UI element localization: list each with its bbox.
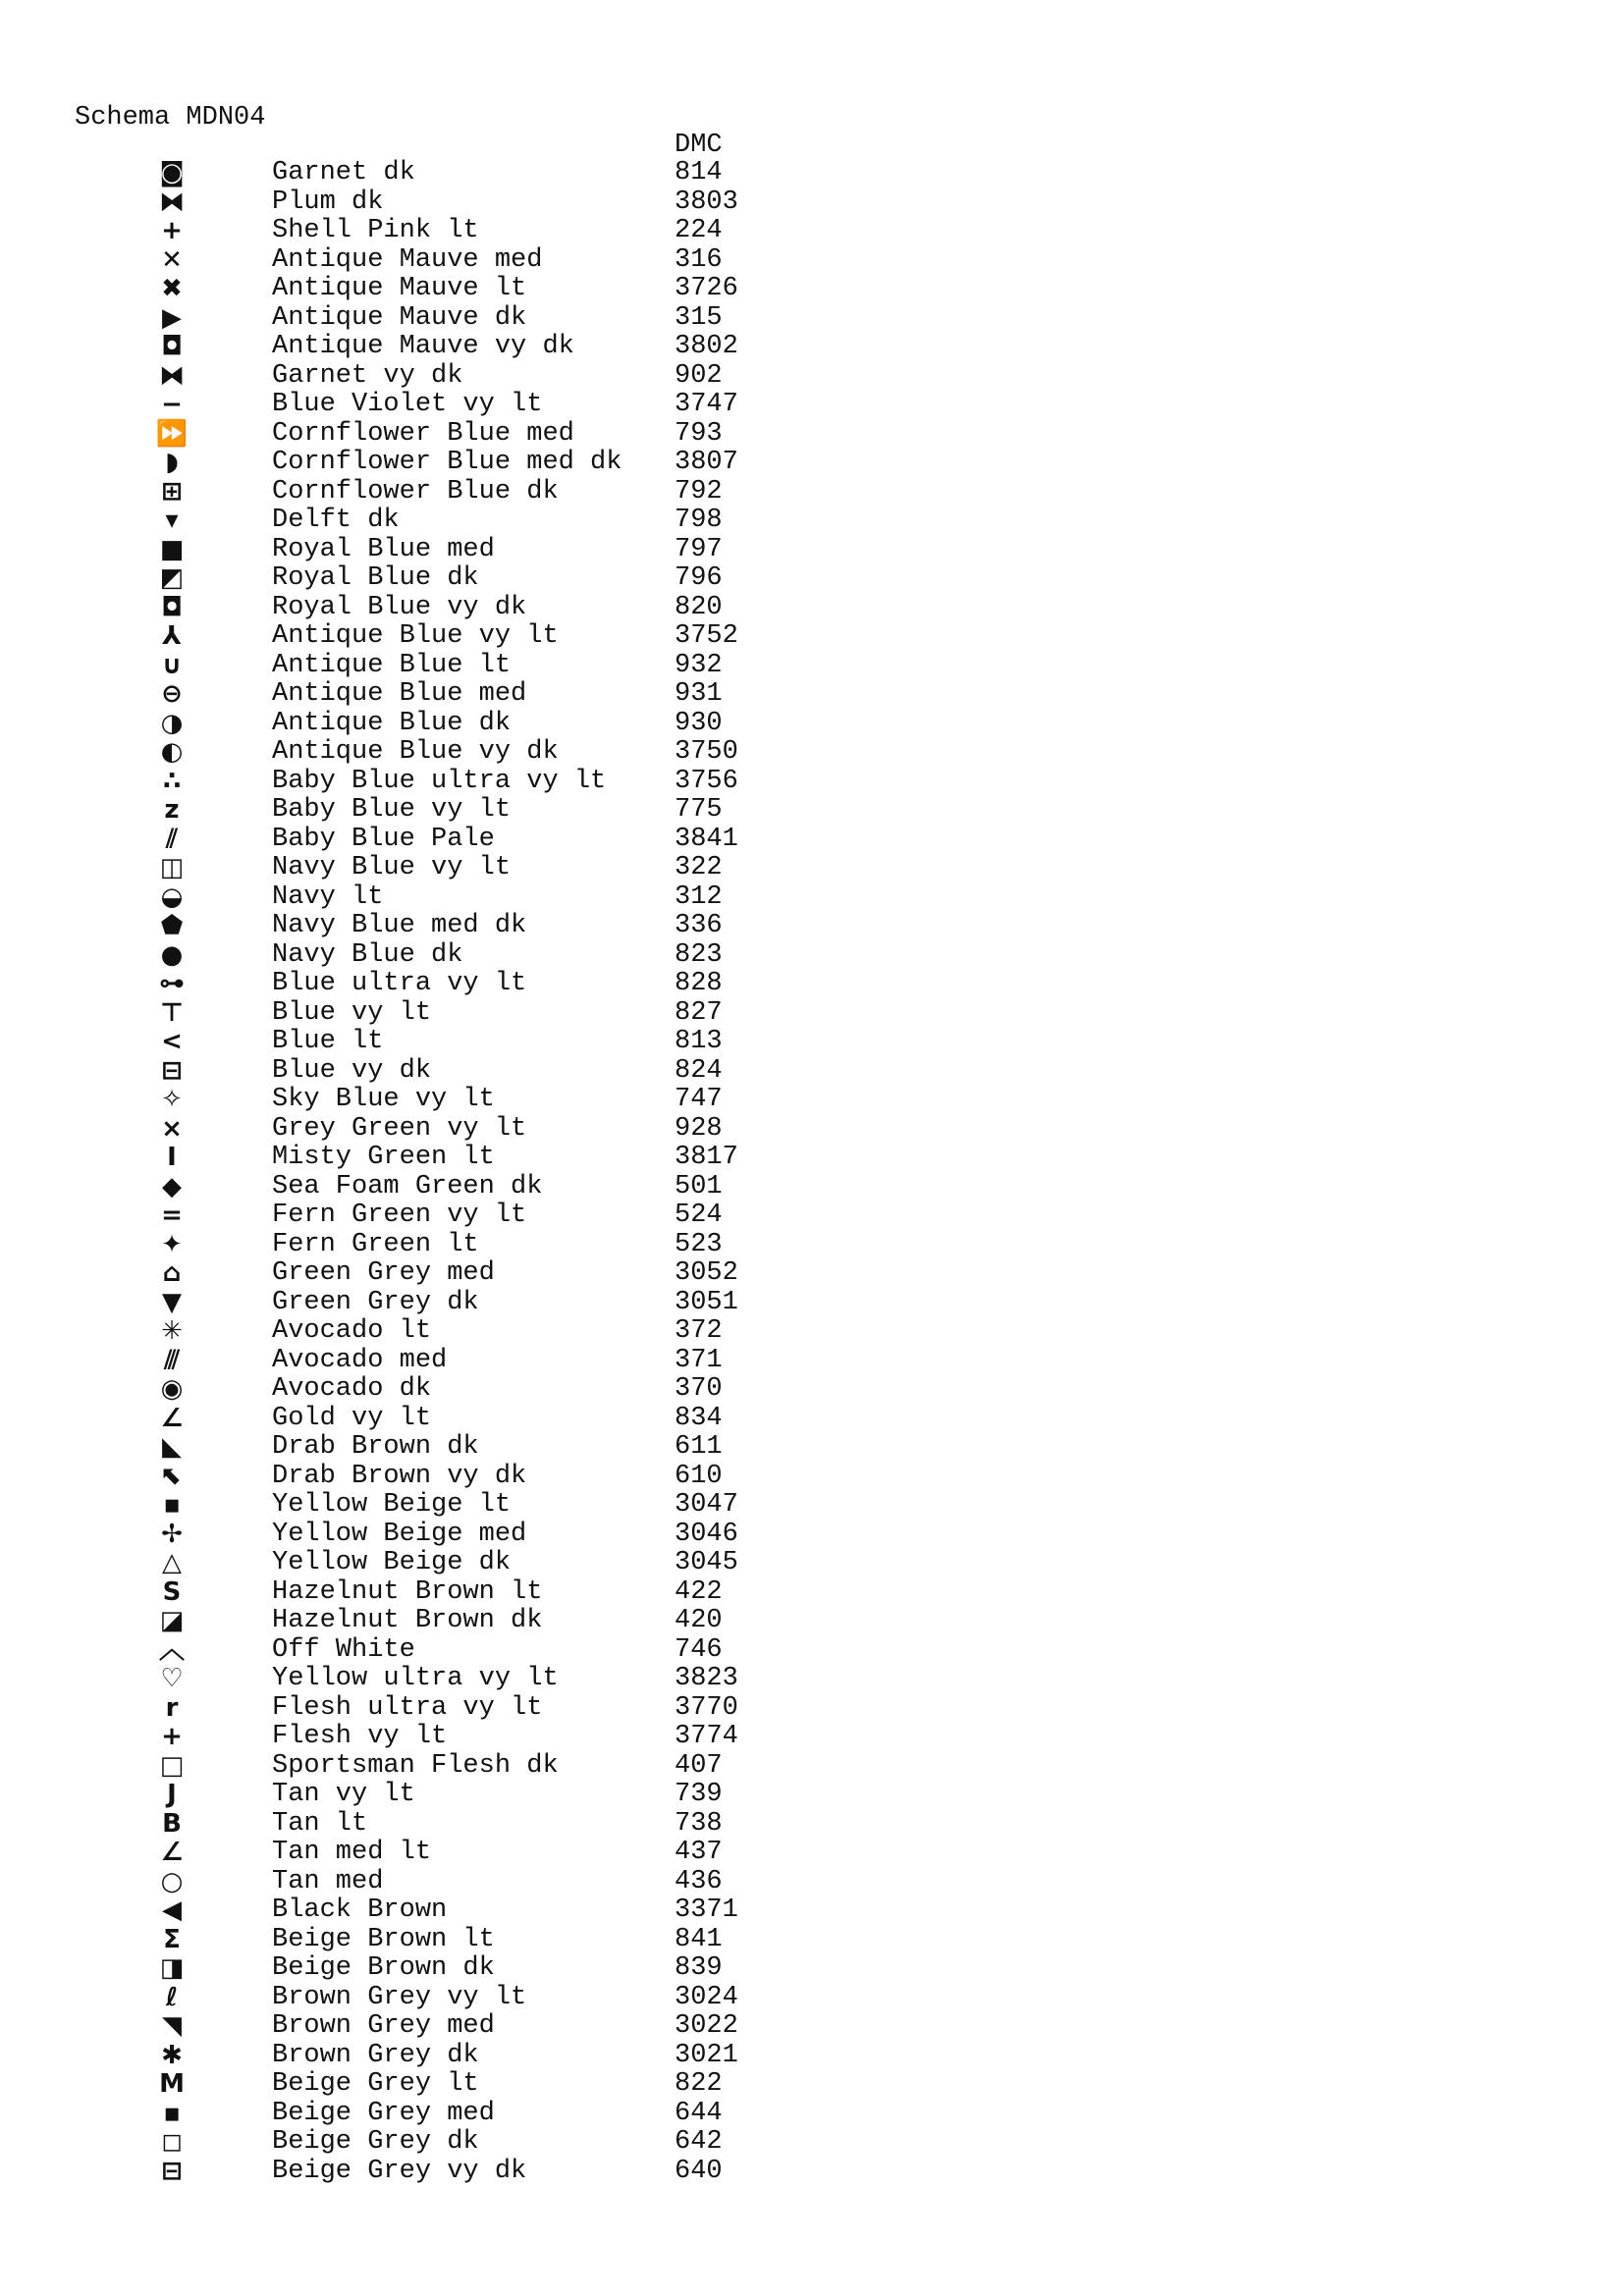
stitch-symbol-icon: ▪: [163, 1490, 181, 1520]
legend-row: [0, 1723, 1623, 1752]
legend-row: [0, 478, 1623, 507]
color-name: Cornflower Blue med dk: [272, 448, 622, 477]
stitch-symbol-icon: ◙: [159, 158, 185, 187]
color-name: Fern Green lt: [272, 1229, 479, 1259]
color-name: Hazelnut Brown lt: [272, 1576, 543, 1607]
color-name: Shell Pink lt: [272, 216, 479, 245]
stitch-symbol-icon: ✧: [161, 1085, 183, 1114]
legend-row: [0, 420, 1623, 450]
dmc-code: 930: [675, 708, 723, 738]
dmc-code: 322: [675, 853, 723, 882]
color-name: Tan lt: [272, 1808, 368, 1839]
dmc-code: 839: [675, 1953, 723, 1983]
stitch-symbol-icon: ◗: [165, 448, 179, 477]
stitch-symbol-icon: ∠: [160, 1403, 184, 1433]
legend-row: [0, 2128, 1623, 2158]
stitch-symbol-icon: □: [159, 1750, 185, 1781]
legend-row: [0, 1896, 1623, 1926]
stitch-symbol-icon: ⏩: [155, 418, 189, 449]
stitch-symbol-icon: ⊶: [159, 969, 185, 998]
color-name: Garnet vy dk: [272, 360, 463, 391]
stitch-symbol-icon: ◉: [160, 1374, 184, 1404]
color-name: Beige Grey med: [272, 2098, 495, 2128]
dmc-code: 3807: [675, 448, 738, 477]
stitch-symbol-icon: ◘: [161, 592, 183, 622]
dmc-code: 3774: [675, 1722, 738, 1751]
legend-row: [0, 999, 1623, 1029]
stitch-symbol-icon: Σ: [163, 1924, 181, 1954]
dmc-code: 3803: [675, 187, 738, 217]
color-name: Flesh ultra vy lt: [272, 1692, 543, 1723]
color-name: Baby Blue Pale: [272, 824, 495, 854]
color-name: Avocado dk: [272, 1374, 432, 1404]
dmc-code: 370: [675, 1374, 723, 1404]
stitch-symbol-icon: ♡: [160, 1664, 184, 1693]
legend-row: [0, 1752, 1623, 1782]
color-name: Hazelnut Brown dk: [272, 1606, 543, 1635]
legend-row: [0, 1201, 1623, 1231]
color-name: Navy Blue med dk: [272, 911, 527, 940]
stitch-symbol-icon: ◘: [161, 332, 183, 361]
color-name: Sportsman Flesh dk: [272, 1750, 559, 1781]
stitch-symbol-icon: S: [162, 1576, 182, 1607]
dmc-code: 738: [675, 1808, 723, 1839]
color-name: Beige Grey vy dk: [272, 2156, 527, 2186]
stitch-symbol-icon: ✳: [161, 1316, 183, 1346]
dmc-code: 336: [675, 911, 723, 940]
legend-row: [0, 391, 1623, 420]
stitch-symbol-icon: I: [167, 1143, 177, 1172]
legend-row: [0, 1607, 1623, 1636]
color-name: Tan med: [272, 1866, 384, 1896]
dmc-code: 824: [675, 1055, 723, 1086]
dmc-code: 3371: [675, 1896, 738, 1925]
legend-row: [0, 970, 1623, 999]
color-name: Antique Blue lt: [272, 650, 512, 680]
stitch-symbol-icon: ∠: [160, 1838, 184, 1867]
legend-row: [0, 2042, 1623, 2071]
stitch-symbol-icon: ○: [160, 1866, 184, 1896]
dmc-code: 828: [675, 969, 723, 998]
color-name: Beige Grey lt: [272, 2069, 479, 2099]
dmc-code: 746: [675, 1634, 723, 1665]
legend-row: [0, 362, 1623, 392]
dmc-code: 437: [675, 1838, 723, 1867]
color-name: Drab Brown vy dk: [272, 1461, 527, 1491]
dmc-code: 827: [675, 997, 723, 1028]
legend-row: [0, 1433, 1623, 1463]
color-name: Plum dk: [272, 187, 384, 217]
stitch-symbol-icon: B: [162, 1808, 182, 1839]
legend-row: [0, 1665, 1623, 1694]
stitch-symbol-icon: <: [161, 1027, 183, 1056]
legend-row: [0, 1491, 1623, 1521]
stitch-symbol-icon: ◆: [162, 1171, 182, 1201]
dmc-code: 820: [675, 592, 723, 622]
dmc-code: 436: [675, 1866, 723, 1896]
stitch-symbol-icon: ✢: [161, 1519, 183, 1549]
legend-row: [0, 2158, 1623, 2187]
dmc-code: 3021: [675, 2040, 738, 2070]
dmc-code: 3024: [675, 1982, 738, 2012]
dmc-code: 523: [675, 1229, 723, 1259]
stitch-symbol-icon: ℓ: [165, 1982, 179, 2012]
legend-row: [0, 333, 1623, 362]
stitch-symbol-icon: ◪: [159, 1606, 185, 1635]
dmc-code: 3045: [675, 1548, 738, 1577]
dmc-code: 3022: [675, 2011, 738, 2041]
color-name: Beige Grey dk: [272, 2127, 479, 2157]
legend-row: [0, 854, 1623, 883]
color-name: Brown Grey med: [272, 2011, 495, 2041]
color-name: Antique Mauve med: [272, 244, 543, 275]
color-name: Antique Blue med: [272, 679, 527, 709]
color-name: Sea Foam Green dk: [272, 1171, 543, 1201]
legend-row: [0, 1463, 1623, 1492]
dmc-code: 928: [675, 1113, 723, 1144]
dmc-code: 823: [675, 939, 723, 970]
stitch-symbol-icon: z: [164, 795, 180, 825]
dmc-code: 3051: [675, 1287, 738, 1317]
legend-row: [0, 680, 1623, 710]
color-name: Delft dk: [272, 506, 400, 535]
legend-row: [0, 1694, 1623, 1724]
dmc-code: 3770: [675, 1692, 738, 1723]
legend-row: [0, 1173, 1623, 1202]
dmc-code: 902: [675, 360, 723, 391]
stitch-symbol-icon: ⊟: [161, 2156, 183, 2186]
legend-row: [0, 1057, 1623, 1087]
color-name: Green Grey med: [272, 1258, 495, 1288]
dmc-code: 3747: [675, 390, 738, 419]
legend-row: [0, 1144, 1623, 1173]
dmc-code: 739: [675, 1780, 723, 1809]
legend-row: [0, 941, 1623, 971]
dmc-code: 3841: [675, 824, 738, 854]
legend-row: [0, 1115, 1623, 1145]
stitch-symbol-icon: ✕: [161, 244, 183, 275]
legend-row: [0, 1231, 1623, 1260]
stitch-symbol-icon: △: [162, 1548, 182, 1577]
stitch-symbol-icon: ▼: [162, 1287, 182, 1317]
legend-row: [0, 738, 1623, 768]
legend-row: [0, 1375, 1623, 1405]
color-name: Antique Blue vy lt: [272, 621, 559, 651]
dmc-code: 792: [675, 476, 723, 507]
dmc-code: 312: [675, 881, 723, 912]
color-name: Blue Violet vy lt: [272, 390, 543, 419]
color-name: Sky Blue vy lt: [272, 1085, 495, 1114]
dmc-code: 931: [675, 679, 723, 709]
legend-row: [0, 622, 1623, 652]
color-name: Beige Brown lt: [272, 1924, 495, 1954]
stitch-symbol-icon: ■: [159, 534, 185, 564]
stitch-symbol-icon: −: [161, 390, 183, 419]
stitch-symbol-icon: +: [161, 1722, 183, 1751]
legend-row: [0, 1259, 1623, 1289]
legend-row: [0, 710, 1623, 739]
stitch-symbol-icon: ◩: [159, 563, 185, 593]
stitch-symbol-icon: ◣: [162, 1432, 182, 1462]
legend-row: [0, 1549, 1623, 1578]
stitch-symbol-icon: ◐: [160, 737, 184, 767]
dmc-code: 798: [675, 506, 723, 535]
dmc-code: 796: [675, 563, 723, 593]
stitch-symbol-icon: ⫻: [164, 1345, 180, 1375]
color-name: Fern Green vy lt: [272, 1201, 527, 1230]
legend-row: [0, 1954, 1623, 1984]
color-name: Antique Blue dk: [272, 708, 512, 738]
color-name: Green Grey dk: [272, 1287, 479, 1317]
stitch-symbol-icon: ∴: [162, 766, 182, 796]
dmc-code: 834: [675, 1403, 723, 1433]
dmc-code: 3052: [675, 1258, 738, 1288]
dmc-code: 797: [675, 534, 723, 564]
legend-row: [0, 1781, 1623, 1810]
legend-row: [0, 449, 1623, 478]
legend-row: [0, 1984, 1623, 2013]
legend-row: [0, 275, 1623, 304]
dmc-code: 814: [675, 158, 723, 187]
color-name: Antique Mauve lt: [272, 274, 527, 303]
color-name: Cornflower Blue dk: [272, 476, 559, 507]
color-name: Beige Brown dk: [272, 1953, 495, 1983]
stitch-symbol-icon: ✦: [161, 1229, 183, 1259]
color-name: Misty Green lt: [272, 1143, 495, 1172]
stitch-symbol-icon: M: [159, 2069, 185, 2099]
dmc-code: 747: [675, 1085, 723, 1114]
dmc-code: 3046: [675, 1519, 738, 1549]
stitch-symbol-icon: ⌂: [162, 1258, 182, 1288]
legend-row: [0, 246, 1623, 276]
stitch-symbol-icon: ✖: [161, 274, 183, 303]
dmc-code: 524: [675, 1201, 723, 1230]
legend-row: [0, 188, 1623, 218]
dmc-code: 3750: [675, 737, 738, 767]
dmc-code: 3756: [675, 766, 738, 796]
color-name: Antique Mauve vy dk: [272, 332, 574, 361]
stitch-symbol-icon: ◻: [161, 2127, 183, 2157]
color-name: Black Brown: [272, 1896, 448, 1925]
legend-row: [0, 1405, 1623, 1434]
legend-row: [0, 883, 1623, 913]
legend-row: [0, 1347, 1623, 1376]
dmc-code: 420: [675, 1606, 723, 1635]
dmc-code: 3817: [675, 1143, 738, 1172]
legend-row: [0, 826, 1623, 855]
dmc-code: 932: [675, 650, 723, 680]
stitch-symbol-icon: ⅄: [162, 621, 182, 651]
stitch-symbol-icon: ●: [160, 939, 184, 970]
stitch-symbol-icon: ◀: [162, 1896, 182, 1925]
stitch-symbol-icon: ⧓: [159, 360, 185, 391]
stitch-symbol-icon: ︿: [158, 1634, 185, 1665]
dmc-code: 644: [675, 2098, 723, 2128]
dmc-code: 316: [675, 244, 723, 275]
thread-legend-list: [0, 159, 1623, 2186]
color-name: Yellow Beige med: [272, 1519, 527, 1549]
stitch-symbol-icon: ◥: [162, 2011, 182, 2041]
legend-row: [0, 594, 1623, 623]
color-name: Brown Grey vy lt: [272, 1982, 527, 2012]
stitch-symbol-icon: ◑: [160, 708, 184, 738]
dmc-code: 315: [675, 302, 723, 333]
legend-row: [0, 1810, 1623, 1840]
legend-row: [0, 217, 1623, 246]
color-name: Tan vy lt: [272, 1780, 415, 1809]
legend-row: [0, 652, 1623, 681]
legend-row: [0, 304, 1623, 334]
stitch-symbol-icon: ⫽: [166, 824, 178, 854]
color-name: Baby Blue ultra vy lt: [272, 766, 607, 796]
legend-row: [0, 564, 1623, 594]
color-name: Navy Blue dk: [272, 939, 463, 970]
dmc-code: 3726: [675, 274, 738, 303]
legend-row: [0, 1839, 1623, 1868]
legend-row: [0, 1289, 1623, 1318]
legend-row: [0, 768, 1623, 797]
dmc-column-header: DMC: [675, 131, 723, 160]
color-name: Garnet dk: [272, 158, 415, 187]
color-name: Tan med lt: [272, 1838, 432, 1867]
dmc-code: 610: [675, 1461, 723, 1491]
stitch-symbol-icon: ▪: [163, 2098, 181, 2128]
color-name: Antique Mauve dk: [272, 302, 527, 333]
stitch-symbol-icon: ⊟: [161, 1055, 183, 1086]
color-name: Gold vy lt: [272, 1403, 432, 1433]
color-name: Blue vy dk: [272, 1055, 432, 1086]
color-name: Flesh vy lt: [272, 1722, 448, 1751]
stitch-symbol-icon: ⊤: [160, 997, 184, 1028]
color-name: Cornflower Blue med: [272, 418, 574, 449]
color-name: Blue ultra vy lt: [272, 969, 527, 998]
dmc-code: 822: [675, 2069, 723, 2099]
stitch-symbol-icon: ◨: [159, 1953, 185, 1983]
color-name: Grey Green vy lt: [272, 1113, 527, 1144]
color-name: Yellow Beige dk: [272, 1548, 512, 1577]
dmc-code: 841: [675, 1924, 723, 1954]
stitch-symbol-icon: +: [161, 216, 183, 245]
color-name: Blue vy lt: [272, 997, 432, 1028]
legend-row: [0, 1086, 1623, 1115]
color-name: Royal Blue med: [272, 534, 495, 564]
legend-row: [0, 1028, 1623, 1057]
dmc-code: 371: [675, 1345, 723, 1375]
stitch-symbol-icon: ◫: [159, 853, 185, 882]
stitch-symbol-icon: ▾: [165, 506, 179, 535]
stitch-symbol-icon: ⬟: [160, 911, 184, 940]
color-name: Drab Brown dk: [272, 1432, 479, 1462]
legend-row: [0, 912, 1623, 941]
stitch-symbol-icon: r: [165, 1692, 179, 1723]
color-name: Yellow ultra vy lt: [272, 1664, 559, 1693]
legend-row: [0, 2070, 1623, 2100]
legend-row: [0, 1926, 1623, 1955]
legend-row: [0, 1521, 1623, 1550]
stitch-symbol-icon: ⊞: [161, 476, 183, 507]
color-name: Blue lt: [272, 1027, 384, 1056]
dmc-code: 813: [675, 1027, 723, 1056]
legend-row: [0, 507, 1623, 536]
stitch-symbol-icon: ▶: [162, 302, 182, 333]
dmc-code: 422: [675, 1576, 723, 1607]
color-name: Avocado lt: [272, 1316, 432, 1346]
stitch-symbol-icon: ✱: [161, 2040, 183, 2070]
stitch-symbol-icon: =: [161, 1201, 183, 1230]
color-name: Antique Blue vy dk: [272, 737, 559, 767]
dmc-code: 793: [675, 418, 723, 449]
legend-row: [0, 159, 1623, 188]
dmc-code: 501: [675, 1171, 723, 1201]
legend-row: [0, 1317, 1623, 1347]
dmc-code: 775: [675, 795, 723, 825]
legend-row: [0, 2100, 1623, 2129]
dmc-code: 3752: [675, 621, 738, 651]
dmc-code: 611: [675, 1432, 723, 1462]
dmc-code: 640: [675, 2156, 723, 2186]
color-name: Brown Grey dk: [272, 2040, 479, 2070]
legend-row: [0, 1578, 1623, 1608]
color-name: Baby Blue vy lt: [272, 795, 512, 825]
legend-row: [0, 1868, 1623, 1897]
dmc-code: 224: [675, 216, 723, 245]
legend-row: [0, 1636, 1623, 1666]
dmc-code: 3047: [675, 1490, 738, 1520]
dmc-code: 407: [675, 1750, 723, 1781]
stitch-symbol-icon: ⊖: [161, 679, 183, 709]
stitch-symbol-icon: ◒: [160, 881, 184, 912]
color-name: Yellow Beige lt: [272, 1490, 512, 1520]
dmc-code: 3823: [675, 1664, 738, 1693]
legend-row: [0, 796, 1623, 826]
legend-row: [0, 536, 1623, 565]
color-name: Off White: [272, 1634, 415, 1665]
dmc-code: 3802: [675, 332, 738, 361]
legend-row: [0, 2012, 1623, 2042]
color-name: Avocado med: [272, 1345, 448, 1375]
stitch-symbol-icon: J: [167, 1780, 177, 1809]
page-title: Schema MDN04: [75, 103, 266, 133]
dmc-code: 372: [675, 1316, 723, 1346]
color-name: Royal Blue dk: [272, 563, 479, 593]
color-name: Navy lt: [272, 881, 384, 912]
stitch-symbol-icon: ⬉: [161, 1461, 183, 1491]
stitch-symbol-icon: ⧓: [159, 187, 185, 217]
color-name: Navy Blue vy lt: [272, 853, 512, 882]
color-name: Royal Blue vy dk: [272, 592, 527, 622]
stitch-symbol-icon: ∪: [161, 650, 183, 680]
stitch-symbol-icon: ×: [161, 1113, 183, 1144]
dmc-code: 642: [675, 2127, 723, 2157]
